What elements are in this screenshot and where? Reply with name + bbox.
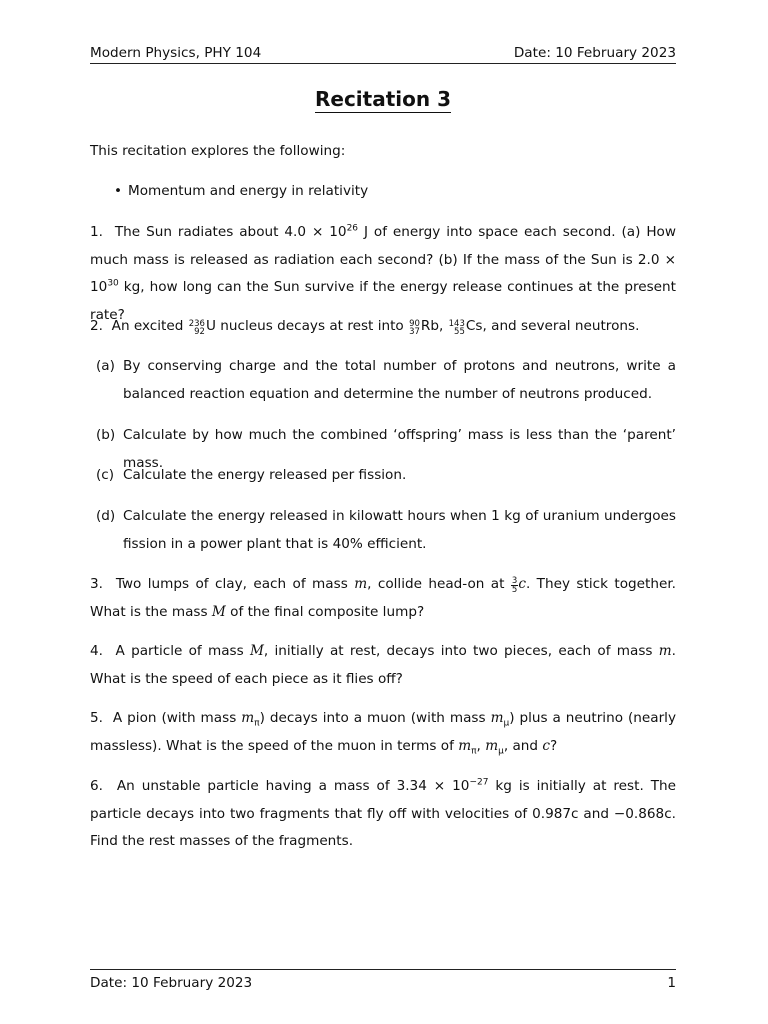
problem-2-part-d: (d) Calculate the energy released in kilowatt hours when 1 kg of uranium undergoes fission in a power plant that is 40% efficient.: [96, 508, 676, 552]
topic-label: Momentum and energy in relativity: [128, 183, 369, 199]
page-number: 1: [667, 975, 676, 991]
intro-text: This recitation explores the following:: [90, 143, 346, 159]
course-name: Modern Physics, PHY 104: [90, 45, 262, 61]
header-rule: [90, 63, 676, 64]
rubidium-isotope: 90 37: [409, 318, 420, 337]
footer-date: Date: 10 February 2023: [90, 975, 253, 991]
page-header: [90, 44, 676, 62]
bullet-icon: •: [114, 183, 123, 199]
cesium-isotope: 143 55: [448, 318, 465, 337]
page-footer: [90, 974, 676, 992]
problem-6: 6. An unstable particle having a mass of $3.34 \times 10^{-27}$ kg is initially at rest. The particle decays into two fragments that fly off with velocities of 0.987c and −0.868c. Find the rest masses of the fragments.: [90, 777, 676, 849]
problem-1: 1. The Sun radiates about $4.0 \times 10^{26}$ J of energy into space each second. (a) How much mass is released as radiation each second? (b) If the mass of the Sun is $2.0 \times 10^{30}$ kg, how long can the Sun survive if the energy release continues at the present rate?: [90, 223, 676, 323]
topic-list-item: [114, 180, 368, 202]
problem-2: 2. An excited 236 92 U nucleus decays at rest into 90 37 Rb, 143 55 Cs, and several neutrons.: [90, 318, 640, 337]
footer-rule: [90, 969, 676, 970]
document-page: [90, 0, 676, 1024]
page-title: Recitation 3: [314, 87, 451, 111]
problem-2-part-b: (b) Calculate by how much the combined ‘offspring’ mass is less than the ‘parent’ mass.: [96, 427, 676, 471]
header-date: Date: 10 February 2023: [513, 45, 676, 61]
problem-3: 3. Two lumps of clay, each of mass m, collide head-on at $\frac{3}{5}$ c. They stick together. What is the mass M of the final composite lump?: [90, 575, 676, 620]
problem-4: 4. A particle of mass M, initially at rest, decays into two pieces, each of mass m. What is the speed of each piece as it flies off?: [90, 643, 676, 687]
fraction-three-fifths: $\frac{3}{5}$: [511, 575, 518, 595]
uranium-isotope: 236 92: [188, 318, 205, 337]
problem-5: 5. A pion (with mass $m_\pi$) decays into a muon (with mass $m_\mu$) plus a neutrino (nearly massless). What is the speed of the muon in terms of $m_\pi$, $m_\mu$, and c?: [90, 710, 676, 757]
problem-2-part-c: (c) Calculate the energy released per fission.: [96, 467, 407, 483]
problem-2-part-a: (a) By conserving charge and the total number of protons and neutrons, write a balanced reaction equation and determine the number of neutrons produced.: [96, 358, 676, 402]
